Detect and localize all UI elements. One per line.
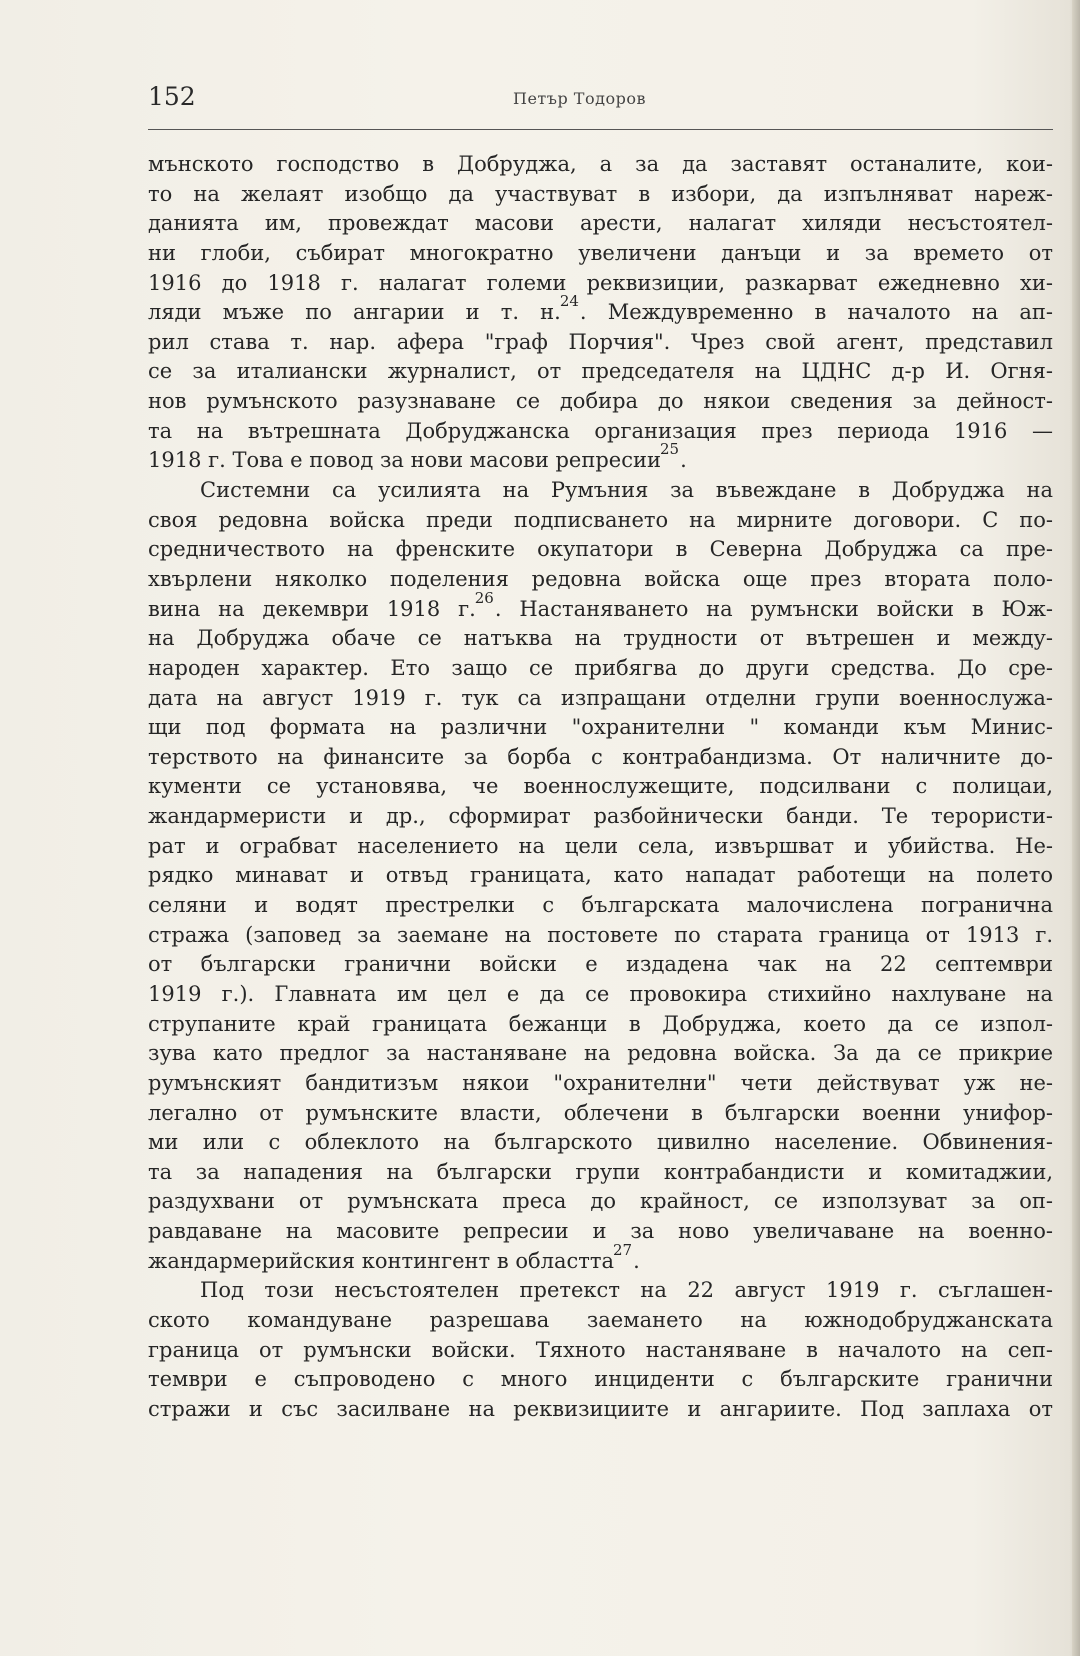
line-text: рядко минават и отвъд границата, като нападат работещи на полето [148, 863, 1053, 888]
line-text: на Добруджа обаче се натъква на трудности от вътрешен и между- [148, 626, 1053, 651]
text-line [148, 1276, 1053, 1306]
text-line [148, 565, 1053, 595]
text-line [148, 1217, 1053, 1247]
line-text: ляди мъже по ангарии и т. н. [148, 300, 561, 325]
text-line [148, 1158, 1053, 1188]
line-text: жандармеристи и др., сформират разбойнически банди. Те терористи- [148, 804, 1053, 829]
text-line [148, 1069, 1053, 1099]
page-edge [1072, 0, 1080, 1656]
text-line [148, 150, 1053, 180]
line-text: стража (заповед за заемане на постовете по старата граница от 1913 г. [148, 922, 1053, 947]
text-line [148, 387, 1053, 417]
line-text: 1916 до 1918 г. налагат големи реквизиции, разкарват ежедневно хи- [148, 270, 1053, 295]
text-line [148, 440, 1053, 476]
text-line [148, 180, 1053, 210]
text-line [148, 713, 1053, 743]
line-text: селяни и водят престрелки с българската малочислена погранична [148, 893, 1053, 918]
text-line [148, 588, 1053, 625]
text-line [148, 950, 1053, 980]
text-line [148, 269, 1053, 299]
line-text: вина на декември 1918 г. [148, 596, 476, 621]
text-line [148, 476, 1053, 506]
line-text: та за нападения на български групи контрабандисти и комитаджии, [148, 1159, 1053, 1184]
text-line [148, 1128, 1053, 1158]
text-line [148, 292, 1053, 328]
line-text-continued: . Междувременно в началото на ап- [579, 300, 1053, 325]
text-line [148, 1010, 1053, 1040]
text-line [148, 980, 1053, 1010]
text-line [148, 209, 1053, 239]
line-text: стражи и със засилване на реквизициите и ангариите. Под заплаха от [148, 1396, 1053, 1421]
line-text: зува като предлог за настаняване на редовна войска. За да се прикрие [148, 1041, 1053, 1066]
line-text: струпаните край границата бежанци в Добруджа, което да се изпол- [148, 1011, 1053, 1036]
line-text-continued: . [680, 448, 687, 473]
line-text: хвърлени няколко поделения редовна войска още през втората поло- [148, 566, 1053, 591]
text-line [148, 417, 1053, 447]
line-text: средничеството на френските окупатори в Северна Добруджа са пре- [148, 537, 1053, 562]
line-text: ми или с облеклото на българското цивилно население. Обвинения- [148, 1130, 1053, 1155]
footnote-marker[interactable]: 24 [559, 292, 579, 311]
text-line [148, 1240, 1053, 1277]
line-text: рил става т. нар. афера "граф Порчия". Чрез свой агент, представил [148, 329, 1053, 354]
footnote-marker[interactable]: 27 [613, 1240, 633, 1259]
line-text: румънският бандитизъм някои "охранителни" чети действуват уж не- [148, 1070, 1053, 1095]
text-line [148, 802, 1053, 832]
text-line [148, 506, 1053, 536]
text-line [148, 239, 1053, 269]
line-text: жандармерийския контингент в областта [148, 1248, 614, 1273]
line-text: терството на финансите за борба с контрабандизма. От наличните до- [148, 744, 1053, 769]
text-line [148, 1099, 1053, 1129]
line-text: данията им, провеждат масови арести, налагат хиляди несъстоятел- [148, 211, 1053, 236]
line-text: то на желаят изобщо да участвуват в избори, да изпълняват нареж- [148, 181, 1053, 206]
text-line [148, 1187, 1053, 1217]
line-text: мънското господство в Добруджа, а за да заставят останалите, кои- [148, 152, 1053, 176]
line-text: дата на август 1919 г. тук са изпращани отделни групи военнослужа- [148, 685, 1053, 710]
text-line [148, 743, 1053, 773]
line-text: своя редовна войска преди подписването на мирните договори. С по- [148, 507, 1053, 532]
text-line [148, 624, 1053, 654]
text-line [148, 772, 1053, 802]
text-line [148, 535, 1053, 565]
text-line [148, 684, 1053, 714]
page-header [148, 80, 1058, 120]
body-text [148, 150, 1053, 1425]
line-text-continued: . Настаняването на румънски войски в Юж- [494, 596, 1053, 621]
text-line [148, 1365, 1053, 1395]
line-text: ни глоби, събират многократно увеличени данъци и за времето от [148, 240, 1053, 265]
text-line [148, 861, 1053, 891]
line-text: Системни са усилията на Румъния за въвеждане в Добруджа на [200, 478, 1053, 503]
text-line [148, 357, 1053, 387]
line-text: равдаване на масовите репресии и за ново увеличаване на военно- [148, 1219, 1053, 1244]
line-text: рат и ограбват населението на цели села, извършват и убийства. Не- [148, 833, 1053, 858]
header-rule [148, 129, 1053, 130]
line-text-continued: . [633, 1248, 640, 1273]
running-title: Петър Тодоров [513, 89, 646, 108]
line-text: нов румънското разузнаване се добира до някои сведения за дейност- [148, 389, 1053, 414]
line-text: народен характер. Ето защо се прибягва до други средства. До сре- [148, 655, 1053, 680]
line-text: Под този несъстоятелен претекст на 22 август 1919 г. съглашен- [200, 1278, 1053, 1303]
line-text: ското командуване разрешава заемането на южнодобруджанската [148, 1307, 1053, 1332]
text-line [148, 891, 1053, 921]
line-text: раздухвани от румънската преса до крайност, се използуват за оп- [148, 1189, 1053, 1214]
text-line [148, 654, 1053, 684]
line-text: 1919 г.). Главната им цел е да се провокира стихийно нахлуване на [148, 981, 1053, 1006]
line-text: 1918 г. Това е повод за нови масови репресии [148, 448, 661, 473]
line-text: кументи се установява, че военнослужещите, подсилвани с полицаи, [148, 774, 1053, 799]
line-text: та на вътрешната Добруджанска организация през периода 1916 — [148, 418, 1053, 443]
footnote-marker[interactable]: 26 [474, 588, 494, 607]
text-line [148, 1395, 1053, 1425]
text-line [148, 921, 1053, 951]
text-line [148, 832, 1053, 862]
line-text: граница от румънски войски. Тяхното настаняване в началото на сеп- [148, 1337, 1053, 1362]
line-text: тември е съпроводено с много инциденти с българските гранични [148, 1367, 1053, 1392]
page-number: 152 [148, 82, 196, 111]
line-text: се за италиански журналист, от председателя на ЦДНС д-р И. Огня- [148, 359, 1053, 384]
text-line [148, 328, 1053, 358]
line-text: от български гранични войски е издадена чак на 22 септември [148, 952, 1053, 977]
line-text: легално от румънските власти, облечени в български военни унифор- [148, 1100, 1053, 1125]
line-text: щи под формата на различни "охранителни " команди към Минис- [148, 715, 1053, 740]
text-line [148, 1336, 1053, 1366]
text-line [148, 1039, 1053, 1069]
text-line [148, 1306, 1053, 1336]
footnote-marker[interactable]: 25 [659, 440, 680, 459]
